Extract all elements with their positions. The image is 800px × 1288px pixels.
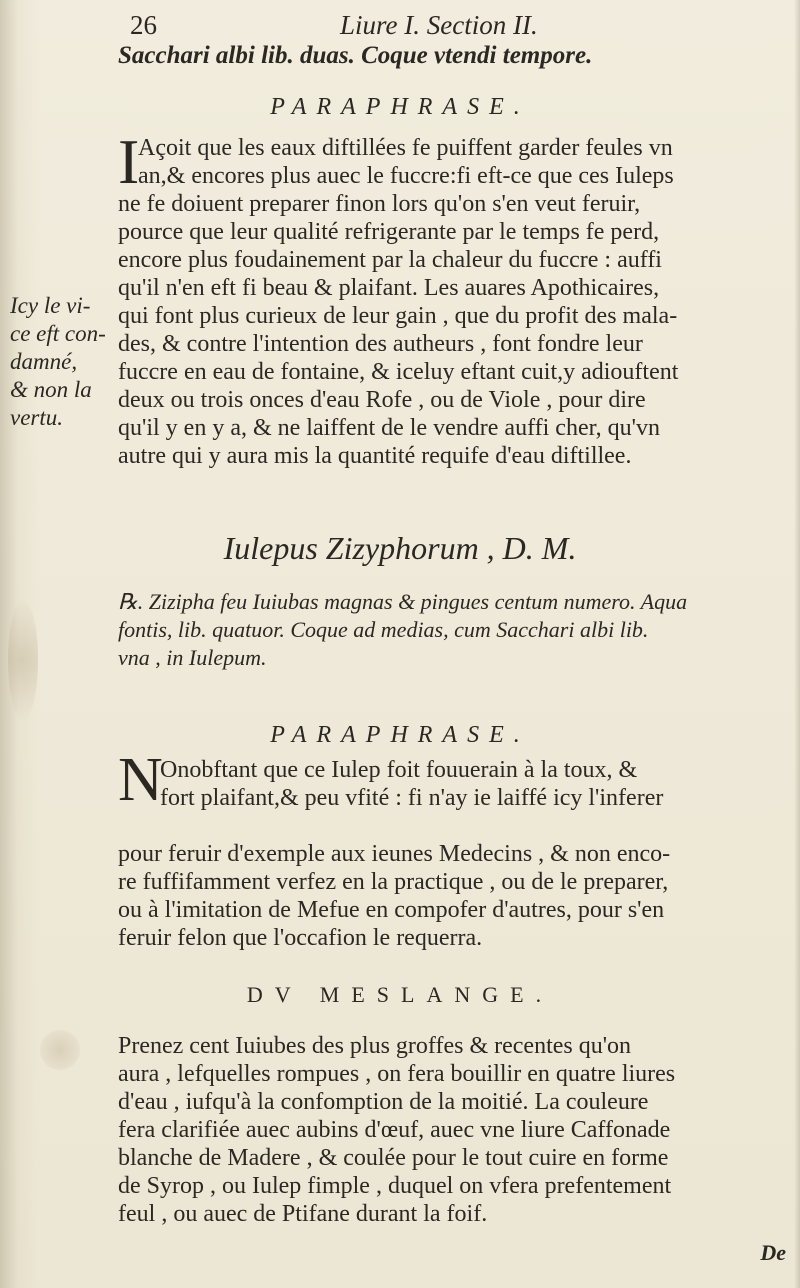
running-title: Liure I. Section II. — [340, 10, 538, 40]
text-line: fort plaifant,& peu vfité : fi n'ay ie laiffé icy l'inferer — [160, 785, 664, 811]
meslange-heading: DV MESLANGE. — [246, 982, 554, 1007]
text-line: re fuffifamment verfez en la practique , ou de le preparer, — [118, 869, 669, 895]
text-line: feul , ou auec de Ptifane durant la foif. — [118, 1201, 488, 1227]
text-line: ou à l'imitation de Mefue en compofer d'autres, pour s'en — [118, 897, 665, 923]
text-line: feruir felon que l'occafion le requerra. — [118, 925, 483, 951]
marginal-line: vertu. — [10, 405, 64, 430]
marginal-line: & non la — [10, 377, 92, 402]
text-line: fuccre en eau de fontaine, & iceluy eftant cuit,y adiouftent — [118, 359, 679, 385]
paper-stain — [8, 600, 38, 720]
text-line: d'eau , iufqu'à la confomption de la moitié. La couleure — [118, 1089, 649, 1115]
page-number: 26 — [130, 10, 157, 40]
paraphrase-heading-1: PARAPHRASE. — [270, 94, 530, 120]
text-line: fera clarifiée auec aubins d'œuf, auec vne liure Caffonade — [118, 1117, 671, 1143]
recipe-line: ℞. Zizipha feu Iuiubas magnas & pingues centum numero. Aqua — [118, 589, 688, 614]
recipe-line: vna , in Iulepum. — [118, 645, 267, 670]
text-line: Prenez cent Iuiubes des plus groffes & recentes qu'on — [118, 1033, 632, 1059]
paraphrase-1-paragraph-cont — [118, 190, 798, 470]
paraphrase-2-paragraph-cont — [118, 840, 798, 952]
paper-stain — [40, 1030, 80, 1070]
recipe-subtitle: Sacchari albi lib. duas. Coque vtendi tempore. — [118, 42, 593, 69]
meslange-paragraph — [118, 1032, 798, 1228]
marginal-line: ce eft con- — [10, 321, 106, 346]
recipe-block — [118, 588, 798, 672]
text-line: Açoit que les eaux diftillées fe puiffent garder feules vn — [138, 135, 673, 161]
text-line: qu'il n'en eft fi beau & plaifant. Les auares Apothicaires, — [118, 275, 660, 301]
text-line: encore plus foudainement par la chaleur du fuccre : auffi — [118, 247, 662, 273]
text-line: deux ou trois onces d'eau Rofe , ou de Viole , pour dire — [118, 387, 646, 413]
running-head — [118, 8, 764, 42]
text-line: Onobftant que ce Iulep foit fouuerain à la toux, & — [160, 757, 638, 783]
paraphrase-heading-2: PARAPHRASE. — [270, 722, 530, 748]
text-line: aura , lefquelles rompues , on fera bouillir en quatre liures — [118, 1061, 676, 1087]
text-line: an,& encores plus auec le fuccre:fi eft-ce que ces Iuleps — [138, 163, 674, 189]
catchword: De — [760, 1240, 786, 1265]
marginal-line: Icy le vi- — [10, 293, 91, 318]
marginal-line: damné, — [10, 349, 78, 374]
text-line: qu'il y en y a, & ne laiffent de le vendre auffi cher, qu'vn — [118, 415, 660, 441]
drop-cap-i: I — [118, 126, 140, 197]
recipe-line: fontis, lib. quatuor. Coque ad medias, cum Sacchari albi lib. — [118, 617, 649, 642]
drop-cap-n: N — [118, 746, 163, 814]
paraphrase-1-paragraph — [138, 134, 798, 190]
text-line: des, & contre l'intention des autheurs , font fondre leur — [118, 331, 643, 357]
text-line: blanche de Madere , & coulée pour le tout cuire en forme — [118, 1145, 669, 1171]
text-line: qui font plus curieux de leur gain , que du profit des mala- — [118, 303, 678, 329]
text-line: autre qui y aura mis la quantité requife d'eau diftillee. — [118, 443, 632, 469]
marginal-note — [10, 292, 110, 432]
paraphrase-2-paragraph — [160, 756, 798, 812]
text-line: pour feruir d'exemple aux ieunes Medecins , & non enco- — [118, 841, 671, 867]
text-line: de Syrop , ou Iulep fimple , duquel on vfera prefentement — [118, 1173, 672, 1199]
text-line: ne fe doiuent preparer finon lors qu'on s'en veut feruir, — [118, 191, 641, 217]
recipe-heading: Iulepus Zizyphorum , D. M. — [223, 530, 577, 566]
text-line: pource que leur qualité refrigerante par le temps fe perd, — [118, 219, 660, 245]
